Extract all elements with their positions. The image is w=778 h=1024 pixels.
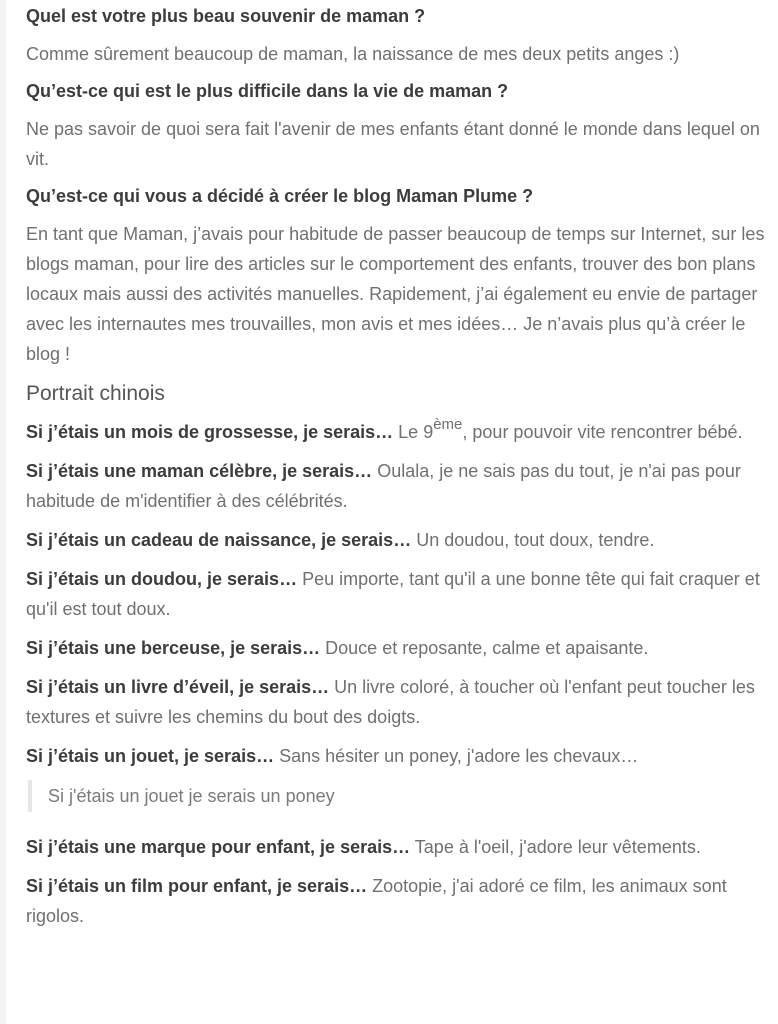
portrait-item-text: Tape à l'oeil, j'adore leur vêtements.: [410, 837, 701, 857]
interview-question: Qu’est-ce qui vous a décidé à créer le blog Maman Plume ?: [26, 186, 534, 206]
portrait-item-text: Zootopie, j'ai adoré ce film, les animaux sont rigolos.: [26, 876, 727, 926]
portrait-item-text: Oulala, je ne sais pas du tout, je n'ai pas pour habitude de m'identifier à des célébrités.: [26, 461, 741, 511]
article-content: [26, 4, 766, 940]
portrait-item-lead: Si j’étais une maman célèbre, je serais…: [26, 461, 373, 481]
interview-question: Quel est votre plus beau souvenir de maman ?: [26, 6, 426, 26]
portrait-item: [26, 741, 766, 771]
interview-answer: Comme sûrement beaucoup de maman, la naissance de mes deux petits anges :): [26, 44, 680, 64]
portrait-item: [26, 832, 766, 862]
interview-question: Qu’est-ce qui est le plus difficile dans la vie de maman ?: [26, 81, 509, 101]
portrait-item-lead: Si j’étais un cadeau de naissance, je serais…: [26, 530, 412, 550]
portrait-item-lead: Si j’étais un mois de grossesse, je serais…: [26, 422, 394, 442]
portrait-item-text: Le 9: [393, 422, 434, 442]
interview-answer: Ne pas savoir de quoi sera fait l'avenir de mes enfants étant donné le monde dans lequel on vit.: [26, 119, 760, 169]
blockquote: Si j'étais un jouet je serais un poney: [28, 780, 766, 812]
portrait-item: [26, 525, 766, 555]
portrait-item: [26, 871, 766, 931]
portrait-item-text: Sans hésiter un poney, j'adore les chevaux…: [274, 746, 639, 766]
portrait-item-text: Un doudou, tout doux, tendre.: [411, 530, 655, 550]
portrait-item-lead: Si j’étais une berceuse, je serais…: [26, 638, 321, 658]
portrait-item-text: Peu importe, tant qu'il a une bonne tête qui fait craquer et qu'il est tout doux.: [26, 569, 760, 619]
portrait-item-lead: Si j’étais une marque pour enfant, je serais…: [26, 837, 411, 857]
portrait-item-text: Douce et reposante, calme et apaisante.: [320, 638, 649, 658]
portrait-item: [26, 417, 766, 447]
portrait-item-text: , pour pouvoir vite rencontrer bébé.: [462, 422, 743, 442]
portrait-item-lead: Si j’étais un film pour enfant, je serais…: [26, 876, 368, 896]
superscript-suffix: ème: [433, 416, 463, 433]
portrait-item-lead: Si j’étais un livre d’éveil, je serais…: [26, 677, 330, 697]
portrait-item: [26, 633, 766, 663]
portrait-item-lead: Si j’étais un jouet, je serais…: [26, 746, 275, 766]
portrait-item: [26, 672, 766, 732]
interview-answer: En tant que Maman, j’avais pour habitude de passer beaucoup de temps sur Internet, sur les blogs maman, pour lire des articles sur le comportement des enfants, trouver des bon plans locaux mais aussi des activités manuelles. Rapidement, j’ai également eu envie de partager avec les internautes mes trouvailles, mon avis et mes idées… Je n’avais plus qu’à créer le blog !: [26, 224, 765, 364]
section-heading: Portrait chinois: [26, 382, 165, 405]
portrait-item-lead: Si j’étais un doudou, je serais…: [26, 569, 298, 589]
portrait-item: [26, 564, 766, 624]
portrait-item-text: Un livre coloré, à toucher où l'enfant peut toucher les textures et suivre les chemins du bout des doigts.: [26, 677, 755, 727]
portrait-item: [26, 456, 766, 516]
